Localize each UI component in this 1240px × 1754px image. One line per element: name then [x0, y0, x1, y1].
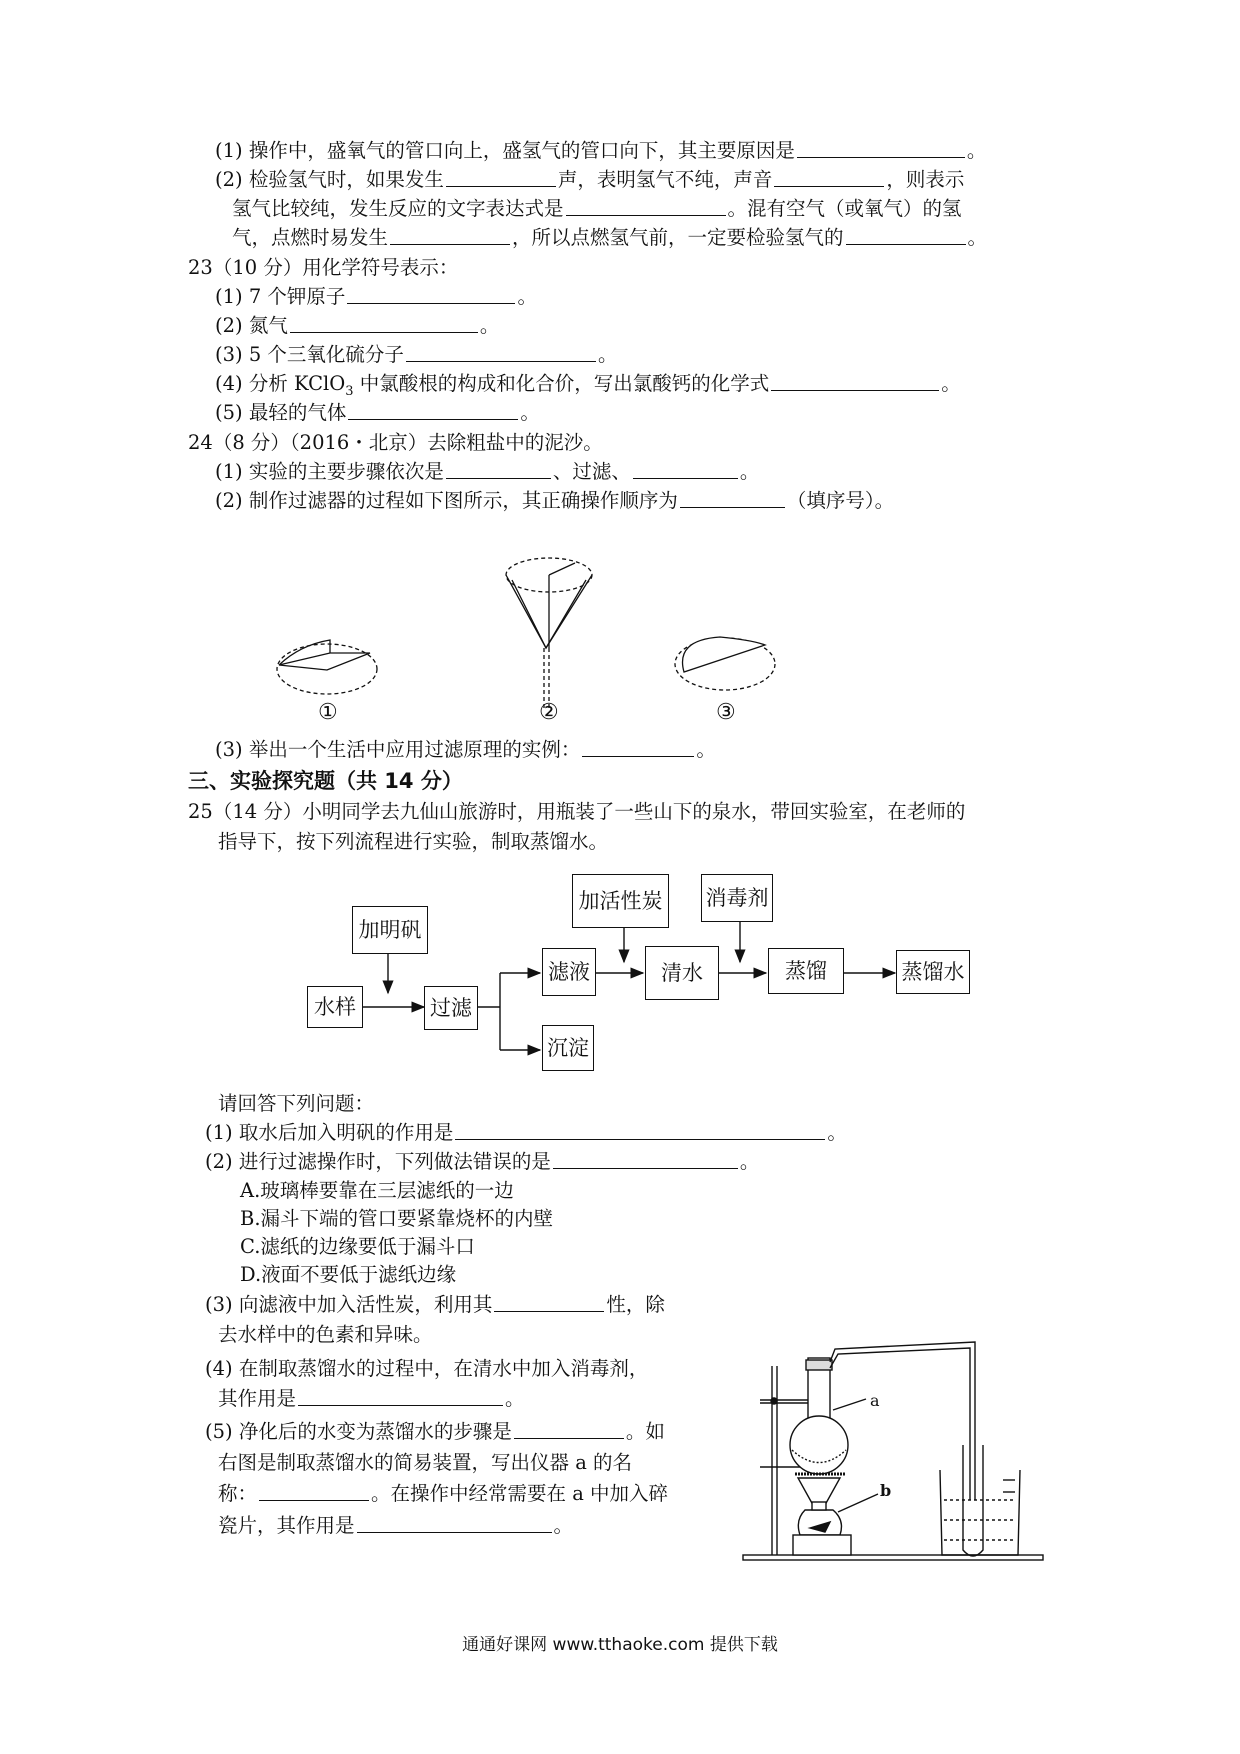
lamp-block: [793, 1535, 851, 1555]
q24-title: 24（8 分）（2016・北京）去除粗盐中的泥沙。: [188, 431, 603, 454]
option-c: C.滤纸的边缘要低于漏斗口: [240, 1235, 475, 1258]
alcohol-lamp-b: [798, 1510, 841, 1535]
q25-prompt: 请回答下列问题：: [218, 1092, 375, 1115]
flame: [798, 1478, 840, 1505]
answer-blank[interactable]: [680, 489, 785, 508]
q25-answer-3: (3) 向滤液中加入活性炭，利用其 性，除: [205, 1293, 665, 1316]
answer-blank[interactable]: [446, 460, 551, 479]
q23-item-4: (4) 分析 KClO$_3$ 中氯酸根的构成和化合价，写出氯酸钙的化学式 。: [215, 372, 961, 399]
label-a: a: [870, 1391, 880, 1410]
page-footer: 通通好课网 www.tthaoke.com 提供下载: [462, 1635, 778, 1655]
q24-item-3: (3) 举出一个生活中应用过滤原理的实例： 。: [215, 738, 716, 761]
q25-answer-3-cont: 去水样中的色素和异味。: [218, 1323, 433, 1346]
answer-blank[interactable]: [514, 1420, 624, 1439]
answer-blank[interactable]: [582, 738, 694, 757]
q22-line-2: (2) 检验氢气时，如果发生 声，表明氢气不纯，声音 ，则表示: [215, 168, 965, 191]
flask-a-neck: [808, 1358, 830, 1428]
answer-blank[interactable]: [406, 343, 596, 362]
q25-answer-1: (1) 取水后加入明矾的作用是 。: [205, 1121, 847, 1144]
figure-label-1: ①: [318, 700, 338, 725]
label-b-line: [838, 1494, 878, 1512]
section-title: 三、实验探究题（共 14 分）: [188, 769, 463, 793]
q23-item-2: (2) 氮气 。: [215, 314, 500, 337]
option-b: B.漏斗下端的管口要紧靠烧杯的内壁: [240, 1207, 554, 1230]
q25-answer-4: (4) 在制取蒸馏水的过程中，在清水中加入消毒剂，: [205, 1357, 649, 1380]
option-a: A.玻璃棒要靠在三层滤纸的一边: [240, 1179, 514, 1202]
answer-blank[interactable]: [553, 1150, 738, 1169]
q23-item-3: (3) 5 个三氧化硫分子 。: [215, 343, 618, 366]
q25-answer-5-line4: 瓷片，其作用是 。: [218, 1514, 574, 1537]
answer-blank[interactable]: [774, 168, 884, 187]
answer-blank[interactable]: [797, 139, 965, 158]
answer-blank[interactable]: [347, 285, 515, 304]
answer-blank[interactable]: [455, 1121, 825, 1140]
answer-blank[interactable]: [446, 168, 556, 187]
answer-blank[interactable]: [259, 1482, 369, 1501]
q23-item-5: (5) 最轻的气体 。: [215, 401, 540, 424]
q24-item-1: (1) 实验的主要步骤依次是 、过滤、 。: [215, 460, 760, 483]
flow-box-filtrate: 滤液: [542, 948, 596, 996]
q23-title: 23（10 分）用化学符号表示：: [188, 256, 459, 279]
q25-intro-2: 指导下，按下列流程进行实验，制取蒸馏水。: [218, 830, 609, 853]
figure-label-2: ②: [539, 700, 559, 725]
flask-a: [790, 1416, 848, 1474]
flow-box-sample: 水样: [307, 986, 363, 1028]
flow-box-clear: 清水: [645, 946, 719, 1000]
flow-box-distill: 蒸馏: [768, 948, 844, 994]
q25-answer-5: (5) 净化后的水变为蒸馏水的步骤是 。如: [205, 1420, 665, 1443]
label-b: b: [880, 1481, 892, 1500]
flow-box-precipitate: 沉淀: [542, 1025, 594, 1071]
answer-blank[interactable]: [290, 314, 478, 333]
q25-answer-2: (2) 进行过滤操作时，下列做法错误的是 。: [205, 1150, 760, 1173]
q25-answer-5-line3: 称： 。在操作中经常需要在 a 中加入碎: [218, 1482, 669, 1505]
figure-1-folded-paper: [277, 640, 377, 694]
stand-base: [743, 1555, 1043, 1560]
flow-box-carbon: 加活性炭: [572, 874, 669, 928]
q25-answer-4-cont: 其作用是 。: [218, 1387, 525, 1410]
q22-line-3: 氢气比较纯，发生反应的文字表达式是 。混有空气（或氧气）的氢: [232, 197, 962, 220]
flow-box-alum: 加明矾: [352, 906, 428, 954]
figure-label-3: ③: [716, 700, 736, 725]
answer-blank[interactable]: [298, 1387, 503, 1406]
delivery-tube: [830, 1342, 975, 1500]
q25-intro-1: 25（14 分）小明同学去九仙山旅游时，用瓶装了一些山下的泉水，带回实验室，在老师的: [188, 800, 966, 823]
answer-blank[interactable]: [390, 226, 510, 245]
test-tube: [963, 1445, 983, 1556]
figure-3-half-paper: [675, 637, 775, 690]
answer-blank[interactable]: [494, 1293, 604, 1312]
answer-blank[interactable]: [357, 1514, 552, 1533]
q25-answer-5-line2: 右图是制取蒸馏水的简易装置，写出仪器 a 的名: [218, 1451, 633, 1474]
q23-item-1: (1) 7 个钾原子 。: [215, 285, 537, 308]
figure-2-funnel: [506, 558, 592, 710]
flow-box-distilled: 蒸馏水: [896, 950, 970, 994]
q22-line-4: 气，点燃时易发生 ，所以点燃氢气前，一定要检验氢气的 。: [232, 226, 988, 249]
answer-blank[interactable]: [633, 460, 738, 479]
answer-blank[interactable]: [348, 401, 518, 420]
option-d: D.液面不要低于滤纸边缘: [240, 1263, 457, 1286]
answer-blank[interactable]: [846, 226, 966, 245]
q22-line-1: (1) 操作中，盛氧气的管口向上，盛氢气的管口向下，其主要原因是 。: [215, 139, 987, 162]
answer-blank[interactable]: [566, 197, 726, 216]
beaker: [940, 1470, 1020, 1555]
flow-box-disinfect: 消毒剂: [701, 874, 773, 922]
answer-blank[interactable]: [771, 372, 939, 391]
label-a-line: [833, 1399, 866, 1410]
q24-item-2: (2) 制作过滤器的过程如下图所示，其正确操作顺序为 （填序号）。: [215, 489, 895, 512]
flow-box-filter: 过滤: [424, 986, 478, 1030]
